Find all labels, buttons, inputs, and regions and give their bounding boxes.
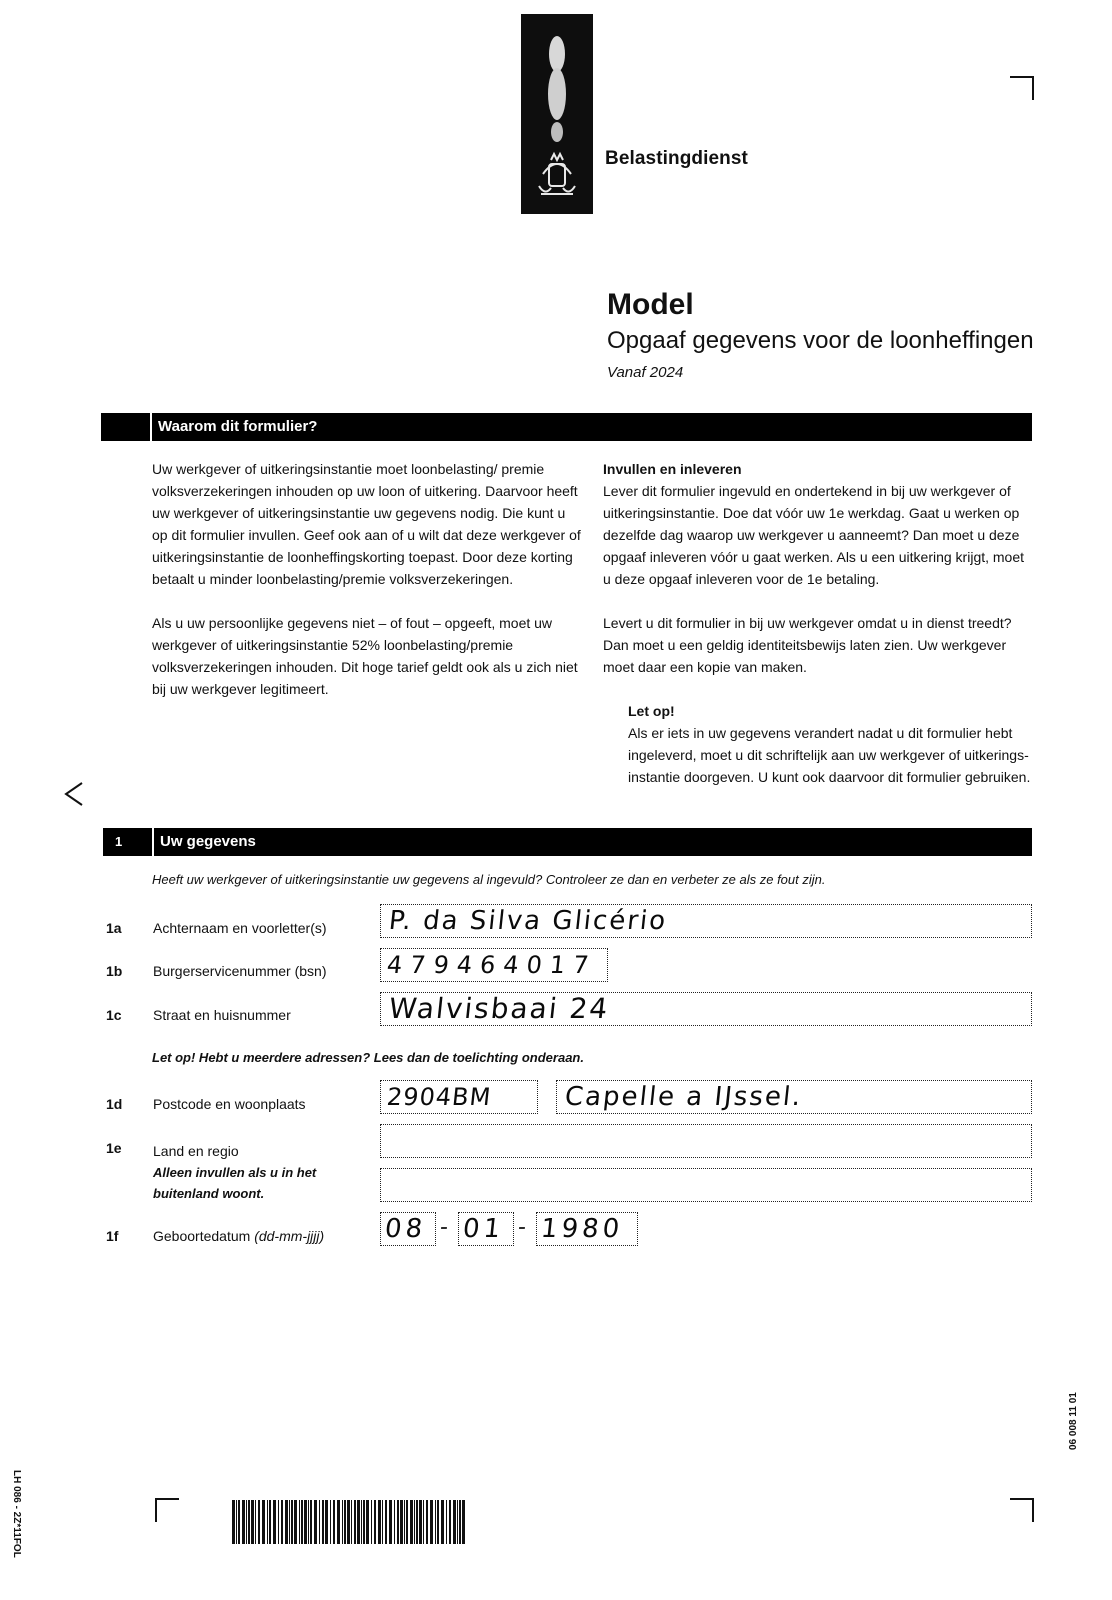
barcode-bar [289, 1500, 290, 1544]
intro-right-column [603, 458, 1035, 678]
chevron-left-icon [62, 780, 86, 808]
barcode-bar [389, 1500, 392, 1544]
row-id-1c: 1c [106, 1007, 122, 1023]
barcode-bar [366, 1500, 369, 1544]
section-instruction: Heeft uw werkgever of uitkeringsinstantie uw gegevens al ingevuld? Controleer ze dan en verbeter ze als ze fout zijn. [152, 872, 826, 887]
barcode-bar [342, 1500, 343, 1544]
note-heading: Let op! [628, 703, 675, 719]
barcode-bar [291, 1500, 293, 1544]
belastingdienst-logo [521, 14, 593, 214]
barcode-bar [423, 1500, 424, 1544]
barcode-bar [416, 1500, 418, 1544]
barcode-bar [330, 1500, 331, 1544]
city-field[interactable] [556, 1080, 1032, 1114]
barcode-bar [278, 1500, 279, 1544]
barcode-bar [410, 1500, 413, 1544]
crop-mark-bottom-left [155, 1498, 179, 1522]
barcode-bar [273, 1500, 276, 1544]
row-id-1b: 1b [106, 963, 123, 979]
birth-year-field[interactable] [536, 1212, 638, 1246]
label-country [153, 1140, 323, 1204]
birthdate-label-text: Geboortedatum [153, 1228, 251, 1244]
barcode-bar [267, 1500, 268, 1544]
barcode-bar [294, 1500, 297, 1544]
note-block [628, 700, 1038, 788]
barcode-bar [301, 1500, 303, 1544]
barcode-bar [333, 1500, 335, 1544]
barcode-bar [397, 1500, 399, 1544]
barcode-bar [441, 1500, 444, 1544]
submit-paragraph-2: Levert u dit formulier in bij uw werkgever omdat u in dienst treedt? Dan moet u een geldig identiteitsbewijs laten zien. Uw werkgever moet daar een kopie van maken. [603, 615, 1012, 675]
barcode-bar [281, 1500, 283, 1544]
country-hint: Alleen invullen als u in het buitenland woont. [153, 1165, 317, 1201]
barcode-bar [457, 1500, 458, 1544]
section-bar-left [101, 413, 150, 441]
barcode-bar [394, 1500, 395, 1544]
barcode-bar [414, 1500, 415, 1544]
barcode-bar [248, 1500, 250, 1544]
barcode-bar [357, 1500, 360, 1544]
barcode-bar [262, 1500, 265, 1544]
barcode-bar [446, 1500, 447, 1544]
birth-month-field[interactable] [458, 1212, 514, 1246]
barcode-bar [255, 1500, 256, 1544]
barcode-bar [430, 1500, 433, 1544]
right-form-code: 06 008 11 01 [1068, 1392, 1079, 1450]
label-bsn: Burgerservicenummer (bsn) [153, 963, 327, 979]
label-birthdate [153, 1228, 324, 1244]
barcode-bar [453, 1500, 456, 1544]
barcode-bar [319, 1500, 320, 1544]
barcode-bar [269, 1500, 271, 1544]
intro-left-column [152, 458, 582, 700]
row-id-1d: 1d [106, 1096, 123, 1112]
barcode-bar [299, 1500, 300, 1544]
barcode-bar [310, 1500, 312, 1544]
barcode-bar [337, 1500, 340, 1544]
label-name: Achternaam en voorletter(s) [153, 920, 327, 936]
form-subtitle: Opgaaf gegevens voor de loonheffingen [607, 327, 1034, 354]
birth-day-value: 08 [383, 1214, 428, 1244]
date-separator-2: - [516, 1215, 530, 1240]
country-label-text: Land en regio [153, 1143, 239, 1159]
date-separator-1: - [438, 1215, 452, 1240]
city-value: Capelle a IJssel. [563, 1082, 804, 1112]
barcode-bar [459, 1500, 461, 1544]
bsn-value: 479464017 [385, 951, 598, 979]
barcode-bar [374, 1500, 376, 1544]
barcode-bar [400, 1500, 403, 1544]
barcode-bar [285, 1500, 288, 1544]
barcode-bar [378, 1500, 381, 1544]
barcode-bar [385, 1500, 387, 1544]
intro-paragraph-2: Als u uw persoonlijke gegevens niet – of fout – opgeeft, moet uw werkgever of uitkeringsinstantie 52% loonbelasting/premie volksverzekeringen inhouden. Dit hoge tarief geldt ook als u zich niet bij uw werkgever legitimeert. [152, 615, 578, 697]
barcode-bar [304, 1500, 307, 1544]
name-value: P. da Silva Glicério [387, 906, 669, 936]
street-field[interactable] [380, 992, 1032, 1026]
birth-month-value: 01 [461, 1214, 506, 1244]
section-title-intro: Waarom dit formulier? [150, 413, 1032, 441]
postcode-field[interactable] [380, 1080, 538, 1114]
barcode-bar [238, 1500, 240, 1544]
form-title: Model [607, 288, 694, 321]
barcode-bar [314, 1500, 317, 1544]
country-field-line-2[interactable] [380, 1168, 1032, 1202]
barcode-bar [419, 1500, 422, 1544]
note-text: Als er iets in uw gegevens verandert nadat u dit formulier hebt ingeleverd, moet u dit schriftelijk aan uw werkgever of uitkerings-instantie doorgeven. U kunt ook daarvoor dit formulier gebruiken. [628, 725, 1031, 785]
barcode-bar [426, 1500, 428, 1544]
name-field[interactable] [380, 904, 1032, 938]
barcode-bar [462, 1500, 465, 1544]
barcode-bar [347, 1500, 350, 1544]
section-number: 1 [103, 828, 152, 856]
barcode-bar [325, 1500, 328, 1544]
barcode-bar [435, 1500, 436, 1544]
crop-mark-top-right [1010, 76, 1034, 100]
barcode-bar [308, 1500, 309, 1544]
barcode-bar [363, 1500, 365, 1544]
barcode-bar [354, 1500, 356, 1544]
address-note: Let op! Hebt u meerdere adressen? Lees dan de toelichting onderaan. [152, 1050, 584, 1065]
birth-year-value: 1980 [539, 1214, 625, 1244]
row-id-1e: 1e [106, 1140, 122, 1156]
bsn-field[interactable] [380, 948, 608, 982]
barcode [232, 1500, 467, 1544]
barcode-bar [449, 1500, 451, 1544]
barcode-bar [404, 1500, 405, 1544]
country-field-line-1[interactable] [380, 1124, 1032, 1158]
barcode-bar [322, 1500, 324, 1544]
section-title-uw-gegevens: Uw gegevens [152, 828, 1032, 856]
barcode-bar [371, 1500, 372, 1544]
label-postcode-city: Postcode en woonplaats [153, 1096, 306, 1112]
row-id-1a: 1a [106, 920, 122, 936]
barcode-bar [344, 1500, 346, 1544]
barcode-bar [258, 1500, 260, 1544]
birthdate-format: (dd-mm-jjjj) [254, 1228, 325, 1244]
row-id-1f: 1f [106, 1228, 119, 1244]
intro-paragraph-1: Uw werkgever of uitkeringsinstantie moet loonbelasting/ premie volksverzekeringen inhouden op uw loon of uitkering. Daarvoor heeft uw werkgever of uitkeringsinstantie uw gegevens nodig. Die kunt u op dit formulier invullen. Geef ook aan of u wilt dat deze werkgever of uitkeringsinstantie de loonheffingskorting toepast. Door deze korting betaalt u minder loonbelasting/premie volksverzekeringen. [152, 461, 581, 587]
form-validity: Vanaf 2024 [607, 364, 684, 381]
submit-paragraph-1: Lever dit formulier ingevuld en ondertekend in bij uw werkgever of uitkeringsinstantie. Doe dat vóór uw 1e werkdag. Gaat u werken op dezelfde dag waarop uw werkgever u aanneemt? Dan moet u deze opgaaf inleveren vóór u gaat werken. Als u een uitkering krijgt, moet u deze opgaaf inleveren voor de 1e betaling. [603, 483, 1025, 587]
barcode-bar [382, 1500, 383, 1544]
barcode-bar [251, 1500, 254, 1544]
barcode-bar [406, 1500, 408, 1544]
label-street: Straat en huisnummer [153, 1007, 291, 1023]
barcode-bar [236, 1500, 237, 1544]
brand-name: Belastingdienst [605, 148, 748, 169]
barcode-bar [242, 1500, 245, 1544]
barcode-bar [351, 1500, 352, 1544]
crop-mark-bottom-right [1010, 1498, 1034, 1522]
submit-heading: Invullen en inleveren [603, 461, 742, 477]
left-form-code: LH 086 - 2Z*11FOL [11, 1470, 22, 1558]
barcode-bar [437, 1500, 439, 1544]
street-value: Walvisbaai 24 [387, 992, 611, 1025]
barcode-bar [246, 1500, 247, 1544]
barcode-bar [361, 1500, 362, 1544]
birth-day-field[interactable] [380, 1212, 436, 1246]
barcode-bar [232, 1500, 235, 1544]
postcode-value: 2904BM [385, 1083, 493, 1111]
